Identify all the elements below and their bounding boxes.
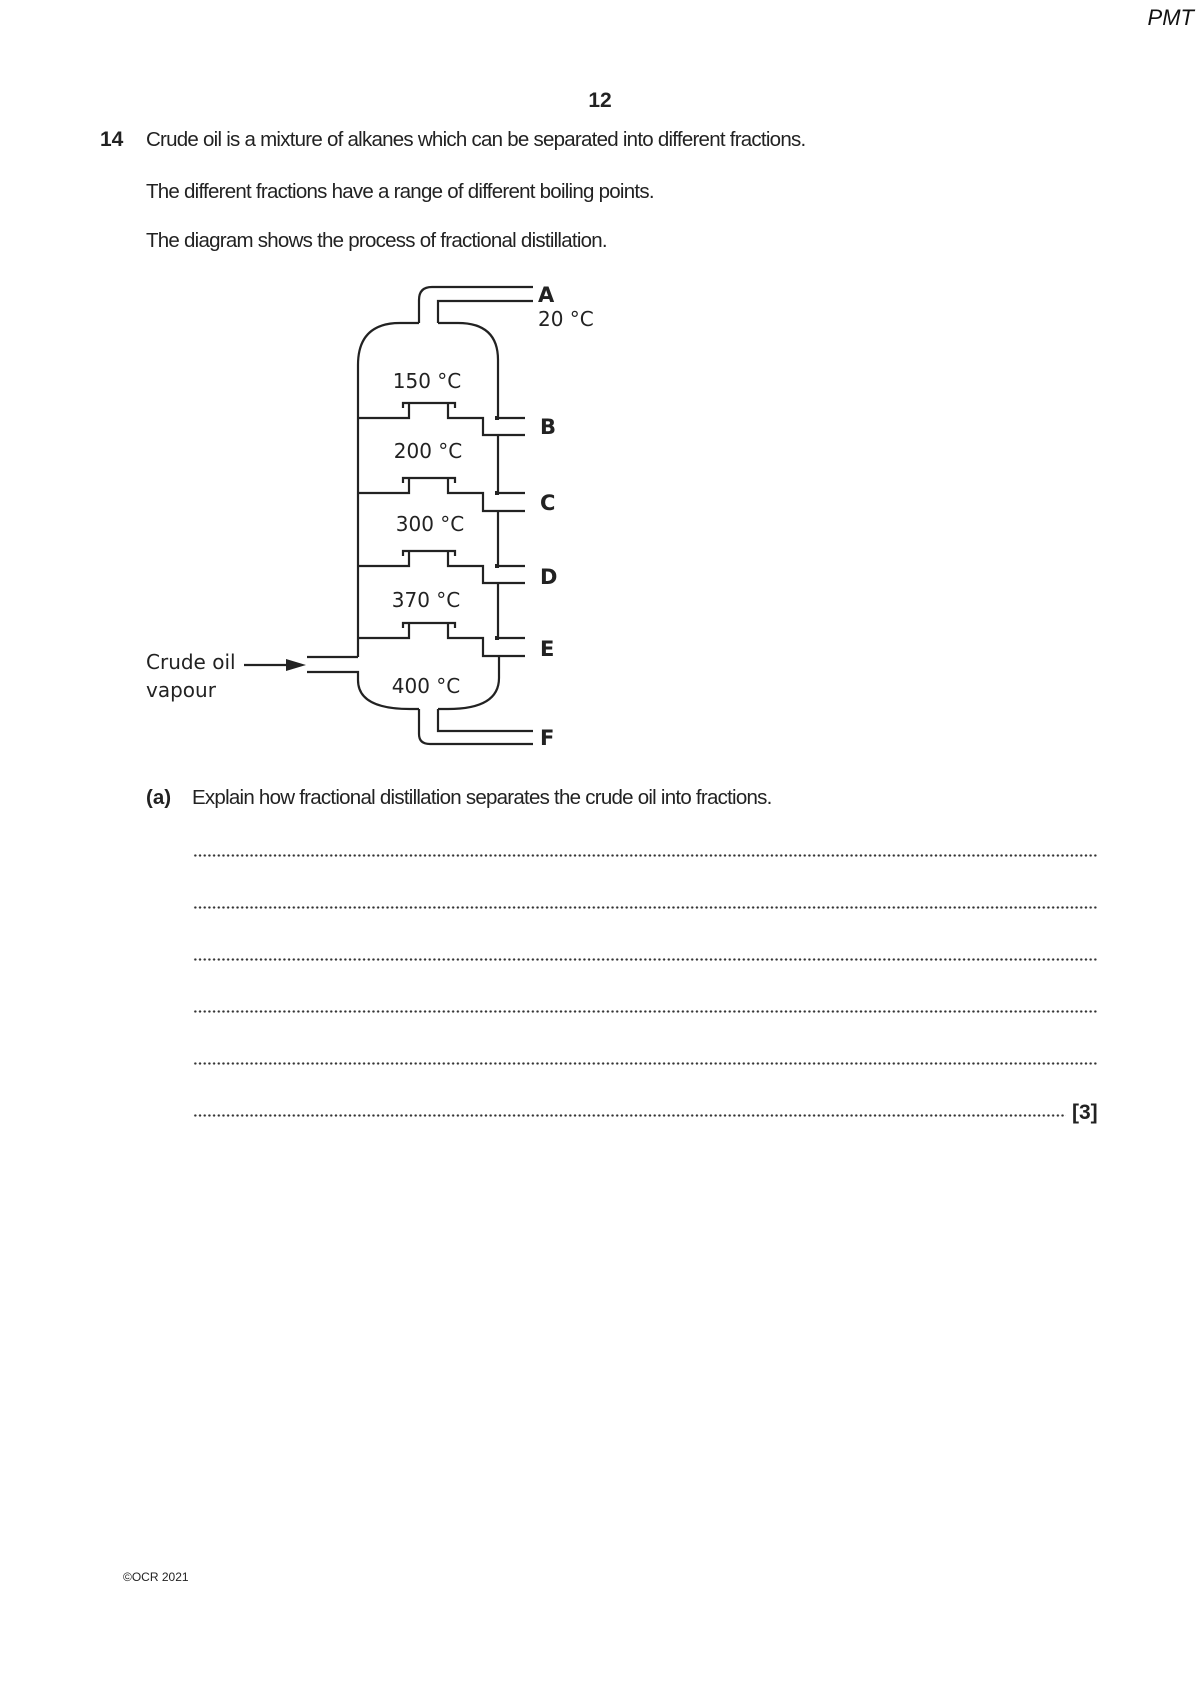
tray-4 (358, 623, 525, 656)
inlet-label-line-1: Crude oil (146, 650, 236, 674)
pipe-a-outer (419, 287, 533, 323)
tray-2 (358, 478, 525, 511)
inlet-label-line-2: vapour (146, 678, 216, 702)
question-text-line-3: The diagram shows the process of fractional distillation. (146, 229, 607, 252)
outlet-f-label: F (540, 726, 555, 750)
outlet-b-label: B (540, 415, 557, 439)
tray-1 (358, 403, 525, 435)
pipe-a-inner (438, 301, 533, 323)
copyright-footer: ©OCR 2021 (123, 1570, 189, 1584)
tray-3 (358, 551, 525, 583)
tray-temperature-3: 300 °C (395, 512, 465, 536)
tray-temperature-1: 150 °C (392, 369, 462, 393)
question-text-line-2: The different fractions have a range of different boiling points. (146, 180, 654, 203)
tray-temperature-5: 400 °C (391, 674, 461, 698)
pipe-f-inner (438, 709, 533, 731)
outlet-a-label: A (538, 283, 555, 307)
question-text-line-1: Crude oil is a mixture of alkanes which can be separated into different fractions. (146, 128, 806, 151)
answer-line-1[interactable] (193, 854, 1098, 857)
answer-line-6[interactable] (193, 1114, 1066, 1117)
inlet-arrow-head-icon (286, 659, 306, 671)
answer-line-4[interactable] (193, 1010, 1098, 1013)
outlet-e-label: E (540, 637, 555, 661)
page-number: 12 (588, 89, 612, 112)
answer-line-2[interactable] (193, 906, 1098, 909)
marks-indicator: [3] (1072, 1101, 1098, 1124)
fractional-distillation-diagram (0, 0, 1200, 780)
outlet-a-temperature: 20 °C (538, 307, 594, 331)
outlet-d-label: D (540, 565, 558, 589)
corner-tag: PMT (1147, 5, 1194, 30)
answer-line-3[interactable] (193, 958, 1098, 961)
pipe-f-outer (419, 709, 533, 744)
outlet-c-label: C (540, 491, 556, 515)
tray-temperature-2: 200 °C (393, 439, 463, 463)
answer-line-5[interactable] (193, 1062, 1098, 1065)
part-a-prompt: Explain how fractional distillation separates the crude oil into fractions. (192, 786, 772, 809)
part-a-label: (a) (146, 786, 172, 809)
question-number: 14 (100, 128, 124, 151)
tray-temperature-4: 370 °C (391, 588, 461, 612)
